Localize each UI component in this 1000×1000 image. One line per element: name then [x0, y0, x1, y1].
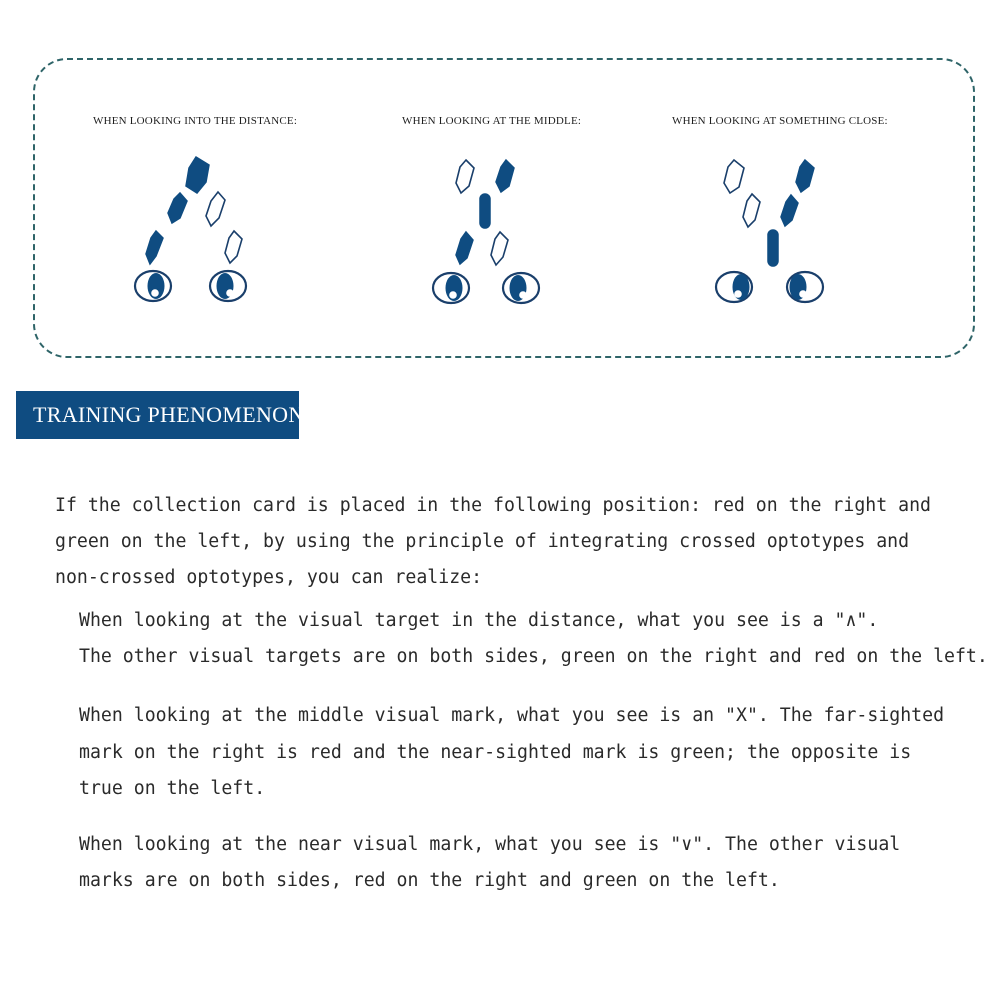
middle-line: mark on the right is red and the near-sighted mark is green; the opposite is — [79, 742, 912, 763]
optotype-outline — [206, 192, 225, 226]
optotype-outline — [456, 160, 474, 193]
middle-line: When looking at the middle visual mark, what you see is an "X". The far-sighted — [79, 705, 945, 726]
panel-near — [672, 60, 972, 360]
optotype-filled — [168, 193, 187, 223]
intro-line: green on the left, by using the principle of integrating crossed optotypes and — [55, 531, 910, 552]
optotype-outline — [743, 194, 760, 227]
intro-line: If the collection card is placed in the following position: red on the right and — [55, 495, 931, 516]
panel-caption: WHEN LOOKING AT SOMETHING CLOSE: — [672, 115, 888, 127]
optotype-filled — [146, 231, 163, 264]
intro-line: non-crossed optotypes, you can realize: — [55, 567, 483, 588]
optotype-filled — [781, 195, 798, 226]
middle-line: true on the left. — [79, 778, 266, 799]
eyes-diagram-middle — [402, 60, 702, 360]
optotype-filled — [456, 232, 473, 264]
panel-caption: WHEN LOOKING INTO THE DISTANCE: — [93, 115, 298, 127]
optotype-filled — [796, 160, 814, 192]
right-eye — [503, 273, 539, 303]
left-eye — [433, 273, 469, 303]
section-header: TRAINING PHENOMENON — [16, 391, 299, 439]
eyes-diagram-distance — [93, 60, 393, 360]
optotype-outline — [491, 232, 508, 265]
optotype-filled — [480, 194, 490, 228]
panel-caption: WHEN LOOKING AT THE MIDDLE: — [402, 115, 582, 127]
eyes-diagram-near — [672, 60, 972, 360]
left-eye — [135, 271, 171, 301]
panel-middle — [402, 60, 702, 360]
optotype-filled — [186, 157, 209, 193]
right-eye — [210, 271, 246, 301]
optotype-filled — [496, 160, 514, 192]
panel-distance — [93, 60, 393, 360]
optotype-outline — [724, 160, 744, 193]
near-line: When looking at the near visual mark, what you see is "∨". The other visual — [79, 834, 901, 855]
optotype-filled — [768, 230, 778, 266]
diagram-frame — [33, 58, 975, 358]
near-line: marks are on both sides, red on the right and green on the left. — [79, 870, 780, 891]
right-eye — [787, 272, 823, 302]
optotype-outline — [225, 231, 242, 263]
left-eye — [716, 272, 752, 302]
distance-line: When looking at the visual target in the distance, what you see is a "∧". — [79, 610, 879, 631]
distance-line: The other visual targets are on both sides, green on the right and red on the left. — [79, 646, 988, 667]
